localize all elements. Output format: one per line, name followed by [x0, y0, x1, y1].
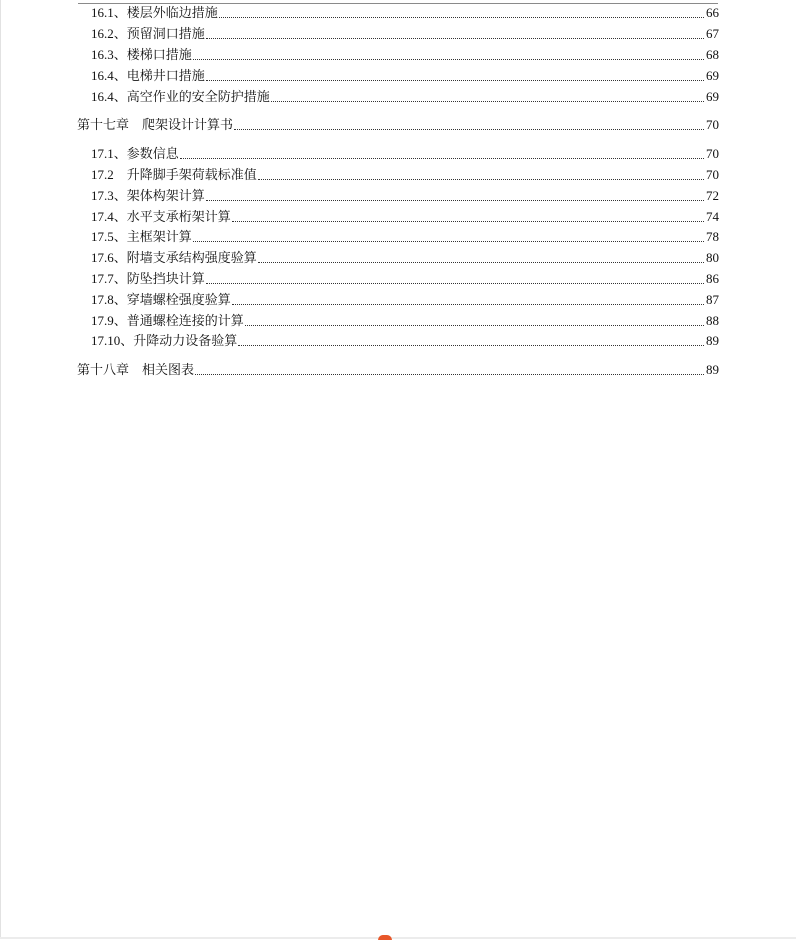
toc-dot-leader — [206, 37, 704, 39]
toc-entry-label: 16.2、预留洞口措施 — [91, 26, 205, 41]
toc-dot-leader — [258, 178, 704, 180]
toc-dot-leader — [195, 373, 704, 375]
toc-dot-leader — [234, 128, 704, 130]
toc-entry-label: 16.3、楼梯口措施 — [91, 47, 192, 62]
toc-entry-label: 17.5、主框架计算 — [91, 229, 192, 244]
toc-page-number: 66 — [706, 5, 719, 20]
page-left-edge — [0, 0, 1, 939]
toc-page-number: 69 — [706, 89, 719, 104]
toc-entry-17-3[interactable] — [91, 187, 719, 205]
toc-entry-label: 16.1、楼层外临边措施 — [91, 5, 218, 20]
toc-page-number: 78 — [706, 229, 719, 244]
toc-entry-label: 17.8、穿墙螺栓强度验算 — [91, 292, 231, 307]
toc-entry-label: 16.4、电梯井口措施 — [91, 68, 205, 83]
toc-page-number: 88 — [706, 313, 719, 328]
toc-entry-17-6[interactable] — [91, 249, 719, 267]
toc-page-number: 69 — [706, 68, 719, 83]
toc-dot-leader — [219, 16, 704, 18]
toc-entry-label: 17.7、防坠挡块计算 — [91, 271, 205, 286]
toc-page-number: 86 — [706, 271, 719, 286]
toc-page-number: 67 — [706, 26, 719, 41]
toc-dot-leader — [193, 240, 704, 242]
toc-entry-16-4b[interactable] — [91, 88, 719, 106]
toc-page-number: 80 — [706, 250, 719, 265]
toc-page-number: 74 — [706, 209, 719, 224]
toc-dot-leader — [258, 261, 704, 263]
toc-entry-16-4[interactable] — [91, 67, 719, 85]
toc-dot-leader — [232, 220, 704, 222]
toc-dot-leader — [238, 344, 704, 346]
toc-dot-leader — [193, 58, 704, 60]
toc-entry-label: 17.10、升降动力设备验算 — [91, 333, 238, 348]
toc-entry-label: 17.4、水平支承桁架计算 — [91, 209, 231, 224]
toc-page-number: 68 — [706, 47, 719, 62]
toc-entry-label: 17.3、架体构架计算 — [91, 188, 205, 203]
toc-entry-17-4[interactable] — [91, 208, 719, 226]
toc-entry-label: 17.1、参数信息 — [91, 146, 179, 161]
toc-entry-16-2[interactable] — [91, 25, 719, 43]
toc-page-number: 70 — [706, 167, 719, 182]
toc-dot-leader — [206, 282, 704, 284]
toc-page-number: 72 — [706, 188, 719, 203]
toc-entry-17-8[interactable] — [91, 291, 719, 309]
toc-entry-label: 17.2 升降脚手架荷载标准值 — [91, 167, 257, 182]
toc-page-number: 70 — [706, 117, 719, 132]
toc-chapter-label: 第十八章 相关图表 — [77, 362, 195, 377]
toc-entry-17-1[interactable] — [91, 145, 719, 163]
toc-dot-leader — [271, 100, 704, 102]
toc-entry-16-3[interactable] — [91, 46, 719, 64]
toc-entry-label: 17.6、附墙支承结构强度验算 — [91, 250, 257, 265]
toc-page-number: 89 — [706, 362, 719, 377]
toc-entry-label: 16.4、高空作业的安全防护措施 — [91, 89, 270, 104]
toc-page-number: 89 — [706, 333, 719, 348]
toc-dot-leader — [245, 324, 704, 326]
toc-entry-16-1[interactable] — [91, 4, 719, 22]
toc-dot-leader — [206, 199, 704, 201]
toc-chapter-17[interactable] — [77, 116, 719, 134]
toc-entry-17-10[interactable] — [91, 332, 719, 350]
toc-page-number: 70 — [706, 146, 719, 161]
toc-entry-17-7[interactable] — [91, 270, 719, 288]
toc-entry-17-2[interactable] — [91, 166, 719, 184]
toc-chapter-label: 第十七章 爬架设计计算书 — [77, 117, 234, 132]
toc-page-number: 87 — [706, 292, 719, 307]
toc-entry-17-9[interactable] — [91, 312, 719, 330]
toc-dot-leader — [180, 157, 704, 159]
toc-entry-label: 17.9、普通螺栓连接的计算 — [91, 313, 244, 328]
toc-dot-leader — [206, 79, 704, 81]
toc-chapter-18[interactable] — [77, 361, 719, 379]
toc-dot-leader — [232, 303, 704, 305]
scroll-indicator[interactable] — [378, 935, 392, 940]
toc-entry-17-5[interactable] — [91, 228, 719, 246]
